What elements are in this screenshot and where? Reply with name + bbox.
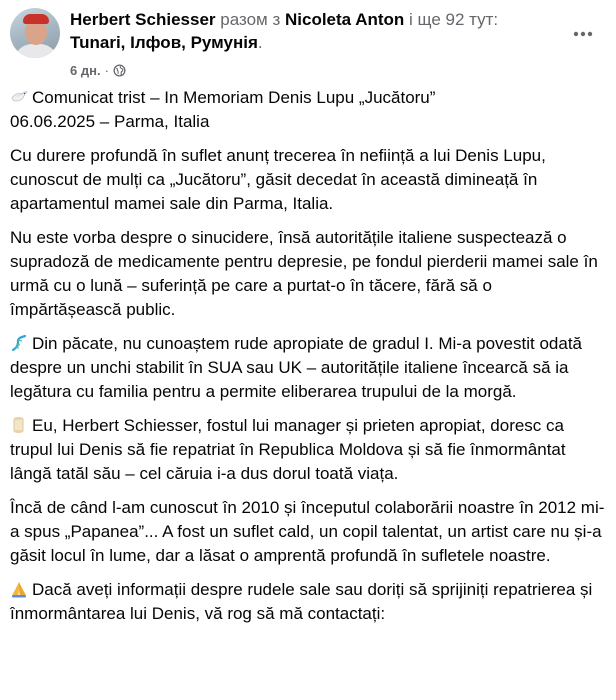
avatar-shirt xyxy=(14,44,58,58)
date-line: 06.06.2025 – Parma, Italia xyxy=(10,112,210,131)
post-attribution xyxy=(70,8,540,54)
dove-emoji xyxy=(10,88,28,106)
repatriation-text: Eu, Herbert Schiesser, fostul lui manager și prieten apropiat, doresc ca trupul lui Denis să fie repatriat în Republica Moldova și să fie înmormântat lângă tatăl său – cel căruia i-a dus dorul toată viața. xyxy=(10,416,566,483)
post-time[interactable]: 6 дн. xyxy=(70,62,101,78)
paragraph-contact xyxy=(10,578,608,626)
paragraph-repatriation xyxy=(10,414,608,486)
location-link[interactable]: Tunari, Ілфов, Румунія xyxy=(70,33,258,52)
paragraph-memory: Încă de când l-am cunoscut în 2010 și începutul colaborării noastre în 2012 mi-a spus „Papanea”... A fost un suflet cald, un copil talentat, un artist care nu și-a găsit locul în lume, dar a lăsat o amprentă profundă în sufletele noastre. xyxy=(10,498,605,565)
title-text: Comunicat trist – In Memoriam Denis Lupu „Jucătoru” xyxy=(32,88,436,107)
dna-emoji xyxy=(10,334,28,352)
meta-separator: · xyxy=(104,62,109,78)
post-title-line xyxy=(10,86,608,110)
author-avatar[interactable] xyxy=(10,8,60,58)
with-text: разом з xyxy=(220,10,281,29)
place-prefix: тут: xyxy=(469,10,499,29)
paragraph-announcement: Cu durere profundă în suflet anunț trecerea în neființă a lui Denis Lupu, cunoscut de mulți ca „Jucătoru”, găsit decedat în această dimineață în apartamentul mamei sale din Parma, Italia. xyxy=(10,146,546,213)
tagged-person[interactable]: Nicoleta Anton xyxy=(284,10,405,29)
more-horizontal-icon xyxy=(573,24,593,42)
paragraph-family xyxy=(10,332,608,404)
more-options-button[interactable] xyxy=(568,18,598,48)
post-meta xyxy=(70,60,126,80)
author-name[interactable]: Herbert Schiesser xyxy=(70,10,216,29)
family-text: Din păcate, nu cunoaștem rude apropiate de gradul I. Mi-a povestit odată despre un unchi stabilit în SUA sau UK – autoritățile italiene încearcă să ia legătura cu familia pentru a permite eliberarea trupului de la morgă. xyxy=(10,334,583,401)
globe-icon[interactable] xyxy=(113,64,126,77)
post-header xyxy=(10,8,606,78)
praying-hands-emoji xyxy=(10,580,28,598)
paragraph-cause: Nu este vorba despre o sinucidere, însă autoritățile italiene suspectează o supradoză de medicamente pentru depresie, pe fondul pierderii mamei sale în urmă cu o lună – suferință pe care a purtat-o în tăcere, fără să o împărtășească public. xyxy=(10,228,598,319)
post-body xyxy=(10,86,608,636)
and-more-text[interactable]: і ще 92 xyxy=(409,10,465,29)
scroll-emoji xyxy=(10,416,28,434)
contact-text: Dacă aveți informații despre rudele sale sau doriți să sprijiniți repatrierea și înmormântarea lui Denis, vă rog să mă contactați: xyxy=(10,580,593,623)
period: . xyxy=(257,33,263,52)
avatar-hat xyxy=(23,14,49,24)
